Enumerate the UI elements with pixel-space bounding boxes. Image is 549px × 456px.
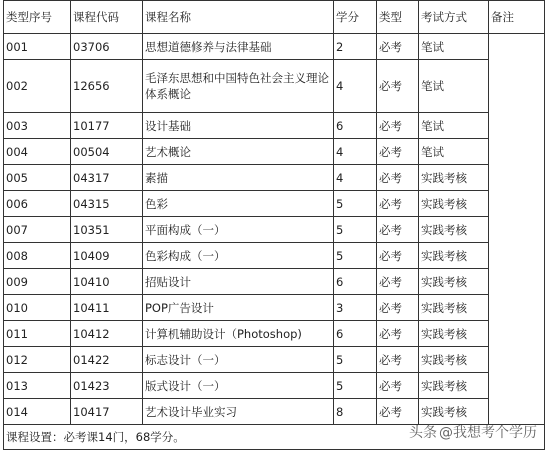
cell-seq: 006 [4,191,71,217]
cell-name: 计算机辅助设计（Photoshop) [143,321,334,347]
cell-credit: 8 [334,399,377,425]
table-row [4,269,545,295]
cell-name: POP广告设计 [143,295,334,321]
cell-seq: 014 [4,399,71,425]
table-row [4,373,545,399]
table-row [4,60,545,113]
cell-type: 必考 [377,217,419,243]
table-row [4,113,545,139]
cell-credit: 2 [334,34,377,60]
header-type: 类型 [377,1,419,34]
cell-code: 12656 [71,60,143,113]
cell-seq: 004 [4,139,71,165]
cell-credit: 5 [334,191,377,217]
header-exam: 考试方式 [419,1,489,34]
cell-code: 10177 [71,113,143,139]
cell-name: 艺术概论 [143,139,334,165]
cell-credit: 4 [334,139,377,165]
cell-code: 04315 [71,191,143,217]
cell-credit: 5 [334,373,377,399]
cell-type: 必考 [377,243,419,269]
cell-seq: 009 [4,269,71,295]
cell-credit: 6 [334,321,377,347]
cell-name: 设计基础 [143,113,334,139]
cell-exam: 实践考核 [419,191,489,217]
cell-exam: 笔试 [419,139,489,165]
table-row [4,139,545,165]
cell-seq: 002 [4,60,71,113]
cell-seq: 003 [4,113,71,139]
cell-credit: 5 [334,217,377,243]
cell-code: 01422 [71,347,143,373]
table-row [4,243,545,269]
cell-credit: 4 [334,165,377,191]
cell-seq: 013 [4,373,71,399]
cell-exam: 实践考核 [419,217,489,243]
cell-name: 色彩构成（一） [143,243,334,269]
cell-name: 标志设计（一） [143,347,334,373]
cell-seq: 012 [4,347,71,373]
table-row [4,217,545,243]
table-row [4,165,545,191]
header-code: 课程代码 [71,1,143,34]
cell-exam: 笔试 [419,34,489,60]
cell-type: 必考 [377,191,419,217]
cell-name: 思想道德修养与法律基础 [143,34,334,60]
header-note: 备注 [489,1,545,34]
table-body [4,34,545,425]
cell-code: 10409 [71,243,143,269]
table-row [4,321,545,347]
cell-exam: 实践考核 [419,243,489,269]
cell-exam: 实践考核 [419,399,489,425]
cell-seq: 010 [4,295,71,321]
cell-type: 必考 [377,269,419,295]
cell-type: 必考 [377,113,419,139]
cell-code: 04317 [71,165,143,191]
cell-type: 必考 [377,321,419,347]
table-row [4,295,545,321]
cell-name: 招贴设计 [143,269,334,295]
header-credit: 学分 [334,1,377,34]
cell-name: 平面构成（一） [143,217,334,243]
cell-type: 必考 [377,34,419,60]
cell-type: 必考 [377,139,419,165]
cell-code: 10417 [71,399,143,425]
course-summary: 课程设置：必考课14门，68学分。 [4,425,545,450]
cell-exam: 实践考核 [419,165,489,191]
cell-exam: 笔试 [419,113,489,139]
cell-seq: 011 [4,321,71,347]
cell-type: 必考 [377,60,419,113]
cell-type: 必考 [377,373,419,399]
cell-code: 10412 [71,321,143,347]
course-table-container [3,0,549,450]
watermark-account: @我想考个学历 [439,425,537,441]
cell-exam: 实践考核 [419,321,489,347]
cell-code: 10351 [71,217,143,243]
cell-credit: 6 [334,113,377,139]
cell-exam: 实践考核 [419,347,489,373]
cell-code: 01423 [71,373,143,399]
cell-exam: 实践考核 [419,373,489,399]
table-header-row [4,1,545,34]
cell-code: 10411 [71,295,143,321]
table-row [4,399,545,425]
cell-credit: 5 [334,243,377,269]
header-name: 课程名称 [143,1,334,34]
cell-exam: 实践考核 [419,269,489,295]
cell-credit: 5 [334,347,377,373]
cell-seq: 008 [4,243,71,269]
cell-name: 色彩 [143,191,334,217]
cell-credit: 6 [334,269,377,295]
watermark-brand: 头条 [409,425,437,441]
cell-seq: 007 [4,217,71,243]
watermark [409,422,537,442]
cell-type: 必考 [377,295,419,321]
cell-code: 10410 [71,269,143,295]
table-row [4,34,545,60]
cell-type: 必考 [377,399,419,425]
course-table [3,0,545,450]
table-row [4,347,545,373]
cell-exam: 笔试 [419,60,489,113]
cell-code: 03706 [71,34,143,60]
cell-credit: 3 [334,295,377,321]
cell-credit: 4 [334,60,377,113]
cell-seq: 001 [4,34,71,60]
cell-name: 版式设计（一） [143,373,334,399]
cell-name: 艺术设计毕业实习 [143,399,334,425]
cell-name: 毛泽东思想和中国特色社会主义理论体系概论 [143,60,334,113]
cell-code: 00504 [71,139,143,165]
cell-note [489,34,545,425]
cell-name: 素描 [143,165,334,191]
cell-seq: 005 [4,165,71,191]
cell-exam: 实践考核 [419,295,489,321]
cell-type: 必考 [377,347,419,373]
header-seq: 类型序号 [4,1,71,34]
cell-type: 必考 [377,165,419,191]
table-row [4,191,545,217]
